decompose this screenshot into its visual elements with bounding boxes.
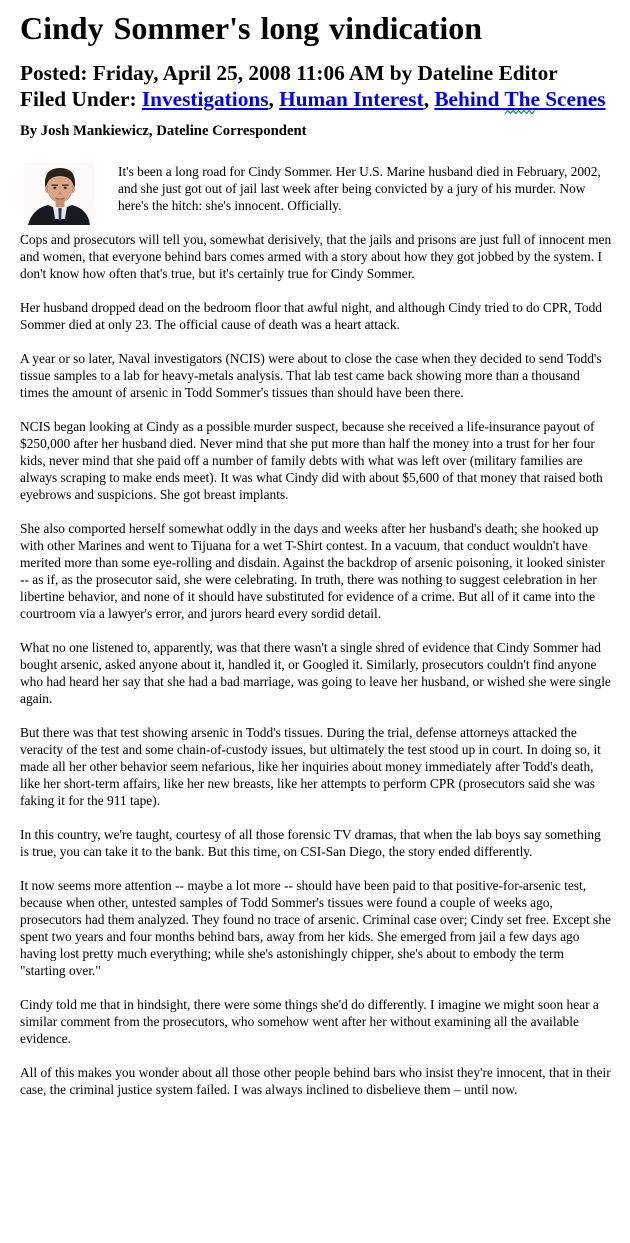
paragraph: Cindy told me that in hindsight, there were some things she'd do differently. I imagine we might soon hear a similar comment from the prosecutors, who somehow went after her without examining all the available evidence. bbox=[20, 996, 599, 1046]
paragraph: In this country, we're taught, courtesy of all those forensic TV dramas, that when the lab boys say something is true, you can take it to the bank. But this time, on CSI-San Diego, the story ended differently. bbox=[20, 826, 601, 859]
post-meta bbox=[20, 60, 612, 112]
paragraph: She also comported herself somewhat oddly in the days and weeks after her husband's death; she hooked up with other Marines and went to Tijuana for a wet T-Shirt contest. In a vacuum, that conduct wouldn't have merited more than some eye-rolling and disdain. Against the backdrop of arsenic poisoning, it looked sinister -- as if, as the prosecutor said, she were celebrating. In truth, there was nothing to suggest celebration in her libertine behavior, and none of it should have substituted for evidence of a crime. But all of it came into the courtroom via a lawyer's error, and jurors heard every sordid detail. bbox=[20, 520, 605, 621]
lead-paragraph-block bbox=[20, 163, 612, 214]
paragraph: What no one listened to, apparently, was that there wasn't a single shred of evidence that Cindy Sommer had bought arsenic, asked anyone about it, handled it, or Googled it. Similarly, prosecutors couldn't find anyone who had heard her say that she had a bad marriage, was going to leave her husband, or wished she were single again. bbox=[20, 639, 611, 706]
paragraph: NCIS began looking at Cindy as a possible murder suspect, because she received a life-insurance payout of $250,000 after her husband died. Never mind that she put more than half the money into a trust for her four kids, never mind that she paid off a number of family debts with what was left over (military families are always scraping to make ends meet). It was what Cindy did with about $5,600 of that money that raised both eyebrows and suspicions. She got breast implants. bbox=[20, 418, 603, 502]
paragraph: Her husband dropped dead on the bedroom floor that awful night, and although Cindy tried to do CPR, Todd Sommer died at only 23. The official cause of death was a heart attack. bbox=[20, 299, 602, 332]
paragraph: A year or so later, Naval investigators (NCIS) were about to close the case when they decided to send Todd's tissue samples to a lab for heavy-metals analysis. That lab test came back showing more than a thousand times the amount of arsenic in Todd Sommer's tissues than should have been there. bbox=[20, 350, 602, 400]
posted-line: Posted: Friday, April 25, 2008 11:06 AM by Dateline Editor bbox=[20, 60, 558, 85]
paragraph: All of this makes you wonder about all those other people behind bars who insist they're innocent, that in their case, the criminal justice system failed. I was always inclined to disbelieve them – until now. bbox=[20, 1064, 611, 1097]
author-photo bbox=[24, 163, 94, 225]
lead-paragraph-text: It's been a long road for Cindy Sommer. Her U.S. Marine husband died in February, 2002, and she just got out of jail last week after being convicted by a jury of his murder. Now here's the hitch: she's innocent. Officially. bbox=[118, 163, 601, 213]
article-title: Cindy Sommer's long vindication bbox=[20, 10, 483, 46]
category-link-human-interest[interactable]: Human Interest bbox=[279, 86, 424, 111]
paragraph: But there was that test showing arsenic in Todd's tissues. During the trial, defense attorneys attacked the veracity of the test and some chain-of-custody issues, but ultimately the test stood up in court. In doing so, it made all her other behavior seem nefarious, like her inquiries about money immediately after Todd's death, like her short-term affairs, like her new breasts, like her attempts to perform CPR (prosecutors said she was faking it for the 911 tape). bbox=[20, 724, 601, 808]
author-photo-illustration bbox=[24, 163, 94, 225]
filed-under-line bbox=[20, 86, 612, 112]
category-separator: , bbox=[268, 86, 280, 111]
category-link-investigations[interactable]: Investigations bbox=[141, 86, 269, 111]
category-link-behind-the-scenes[interactable]: Behind The Scenes bbox=[434, 86, 606, 111]
filed-under-label: Filed Under: bbox=[20, 86, 142, 111]
article-body bbox=[20, 163, 612, 1098]
paragraph: Cops and prosecutors will tell you, somewhat derisively, that the jails and prisons are just full of innocent men and women, that everyone behind bars comes armed with a story about how they got jobbed by the system. I don't know how often that's true, but it's certainly true for Cindy Sommer. bbox=[20, 231, 612, 281]
paragraph: It now seems more attention -- maybe a lot more -- should have been paid to that positive-for-arsenic test, because when other, untested samples of Todd Sommer's tissues were found a couple of weeks ago, prosecutors had them analyzed. They found no trace of arsenic. Criminal case over; Cindy set free. Except she spent two years and four months behind bars, away from her kids. She emerged from jail a few days ago having lost pretty much everything; while she's astonishingly chipper, she's about to embody the term "starting over." bbox=[20, 877, 611, 978]
byline: By Josh Mankiewicz, Dateline Correspondent bbox=[20, 122, 307, 139]
category-separator: , bbox=[423, 86, 435, 111]
